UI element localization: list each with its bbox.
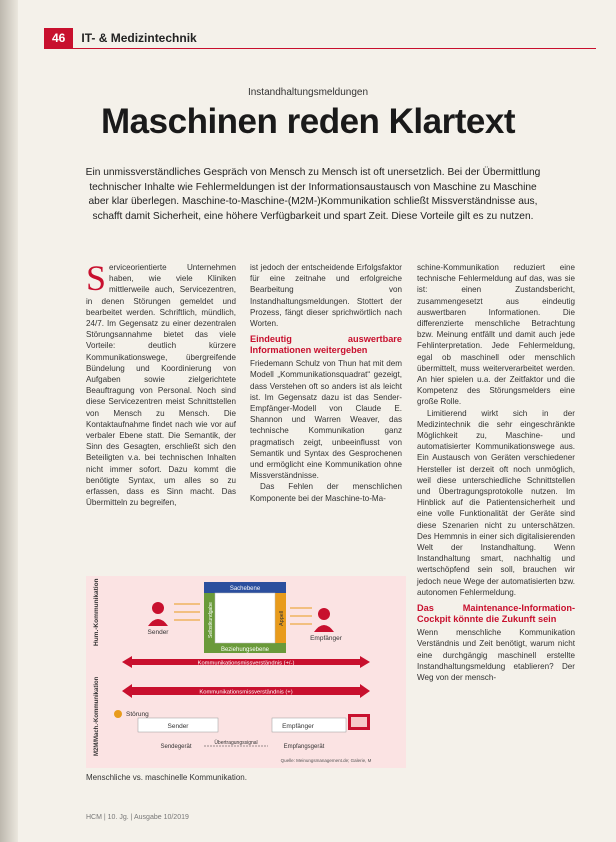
col3-paragraph-1: schine-Kommunikation reduziert eine technische Fehlermeldung auf das, was sie ist: einen Zustandsbericht, zusammengesetzt aus eindeutig auswertbaren Informationen. Die differenzierte menschliche Betrachtung bzw. Meinung entfällt und damit auch jede Fehlinterpretation. Jede Fehlermeldung, egal ob maschinell oder menschlich übermittelt, muss weiterverarbeitet werden. An hier spielen u.a. der Zeitfaktor und die Kompetenz des Störungsmelders eine große Rolle. bbox=[417, 263, 575, 407]
appell-label: Appell bbox=[279, 610, 285, 626]
col3-paragraph-2: Limitierend wirkt sich in der Medizintechnik die sehr eingeschränkte Möglichkeit zu, Maschine- und automatisierter Kommunikationswege aus. Ein Austausch von Geräten verschiedener Hersteller ist derzeit oft noch unmöglich, weil diese unterschiedliche Schnittstellen und Übertragungsprotokolle nutzen. Im Hinblick auf die Patientensicherheit und eine volle Funktionalität der Geräte sind diese Szenarien nicht zu unterschätzen. Des Hemmnis in einer sich digitalisierenden Welt der Instandhaltung. Wenn Instandhaltung smart, nachhaltig und wertschöpfend sein soll, brauchen wir jedoch neue Wege der automatisierten bzw. autonomen Fehlermeldung. bbox=[417, 408, 575, 597]
receiver-top-label: Empfänger bbox=[310, 635, 342, 642]
band-2-label: Kommunikationsmissverständnis (+) bbox=[199, 689, 293, 696]
diagram-source: Quelle: Meinungsmanagement.de; Galerie, M bbox=[280, 758, 372, 763]
article-kicker: Instandhaltungsmeldungen bbox=[247, 87, 369, 98]
square-inner bbox=[215, 593, 275, 643]
label-human-communication: Hum.-Kommunikation bbox=[93, 578, 100, 646]
monitor-icon bbox=[348, 714, 370, 730]
uebertragung-label: Übertragungssignal bbox=[214, 740, 258, 746]
section-title: IT- & Medizintechnik bbox=[81, 31, 197, 45]
empfangsgeraet-label: Empfangsgerät bbox=[283, 744, 325, 750]
communication-diagram bbox=[86, 576, 406, 768]
sender-person-icon bbox=[148, 602, 168, 626]
col3-subhead: Das Maintenance-Information-Cockpit könnte die Zukunft sein bbox=[417, 603, 575, 625]
running-header bbox=[44, 28, 197, 48]
body-column-2 bbox=[250, 262, 402, 504]
col2-subhead: Eindeutig auswertbare Informationen weitergeben bbox=[250, 334, 402, 356]
article-title: Maschinen reden Klartext bbox=[101, 102, 515, 141]
label-machine-communication: M2M/Mach.-Kommunikation bbox=[94, 676, 100, 756]
arrows-from-square-icon bbox=[290, 608, 312, 624]
sender-bottom-label: Sender bbox=[167, 723, 189, 730]
arrows-to-square-icon bbox=[174, 604, 200, 620]
page-footer: HCM | 10. Jg. | Ausgabe 10/2019 bbox=[86, 814, 189, 821]
sender-top-label: Sender bbox=[147, 629, 169, 636]
body-column-1 bbox=[86, 258, 236, 508]
header-rule bbox=[44, 48, 596, 49]
body-column-3 bbox=[417, 262, 575, 683]
stoerung-label: Störung bbox=[126, 711, 149, 718]
receiver-person-icon bbox=[314, 608, 334, 632]
band-1-label: Kommunikationsmissverständnis (+/-) bbox=[197, 660, 295, 667]
sachebene-label: Sachebene bbox=[229, 586, 261, 592]
col2-paragraph-1: ist jedoch der entscheidende Erfolgsfaktor für eine zeitnahe und erfolgreiche Bearbeitung von Instandhaltungsmeldungen. Stottert der Prozess, fängt dieser sprichwörtlich nach Worten. bbox=[250, 263, 402, 329]
figure-caption: Menschliche vs. maschinelle Kommunikation. bbox=[86, 773, 247, 782]
sendegeraet-label: Sendegerät bbox=[160, 744, 192, 750]
warning-light-icon bbox=[114, 710, 122, 718]
empfaenger-bottom-label: Empfänger bbox=[282, 723, 314, 730]
page-number: 46 bbox=[44, 28, 73, 48]
col1-text: erviceorientierte Unternehmen haben, wie viele Kliniken mittlerweile auch, Servicezentren, in denen Störungen gemeldet und bearbeitet werden. Schriftlich, mündlich, 24/7. Im Gegensatz zu einer dezentralen Störungsannahme bietet das viele Vorteile: deutlich kürzere Kommunikationswege, übergreifende Bündelung und Koordinierung von Aufgaben sowie zielgerichtete Beauftragung von Personal. Noch sind diese Servicezentren meist Schnittstellen von Mensch zu Mensch. Die Kontaktaufnahme findet nach wie vor auf verbaler Ebene statt. Die Semantik, der Sinn des Gesagten, erschließt sich den Beteiligten v.a. bei technischen Inhalten nicht immer sofort. Dazu kommt die benötigte Syntax, um alles so zu erfassen, dass es Sinn macht. Das Übermitteln zu begreifen, bbox=[86, 263, 236, 508]
article-lead: Ein unmissverständliches Gespräch von Mensch zu Mensch ist oft unersetzlich. Bei der Übermittlung technischer Inhalte wie Fehlermeldungen ist der Informationsaustausch von Maschine zu Maschine aber klar überlegen. Maschine-to-Maschine-(M2M-)Kommunikation schließt Missverständnisse aus, schafft damit Sicherheit, eine höhere Verfügbarkeit und spart Zeit. Diese Vorteile gilt es zu nutzen. bbox=[85, 167, 541, 222]
drop-cap: S bbox=[86, 258, 107, 298]
selbstkundgabe-label: Selbstkundgabe bbox=[208, 602, 214, 638]
col2-paragraph-3: Das Fehlen der menschlichen Komponente bei der Maschine-to-Ma- bbox=[250, 482, 402, 503]
col2-paragraph-2: Friedemann Schulz von Thun hat mit dem Modell „Kommunikationsquadrat“ gezeigt, dass Verstehen oft so anders ist als leicht ist. Im Gegensatz dazu ist das Sender-Empfänger-Modell von Claude E. Shannon und Warren Weaver, das technische Kommunikation ganz pragmatisch zeigt, unbeeinflusst von Semantik und Syntax des Gesprochenen und ermöglicht eine Kommunikation ohne Missverständnisse. bbox=[250, 359, 402, 481]
diagram-svg bbox=[86, 576, 406, 768]
col3-paragraph-3: Wenn menschliche Kommunikation Verständnis und Zeit benötigt, warum nicht eine durchgängig maschinell erstellte Instandhaltungsmeldung etablieren? Der Weg von der mensch- bbox=[417, 628, 575, 682]
beziehung-label: Beziehungsebene bbox=[220, 647, 270, 653]
